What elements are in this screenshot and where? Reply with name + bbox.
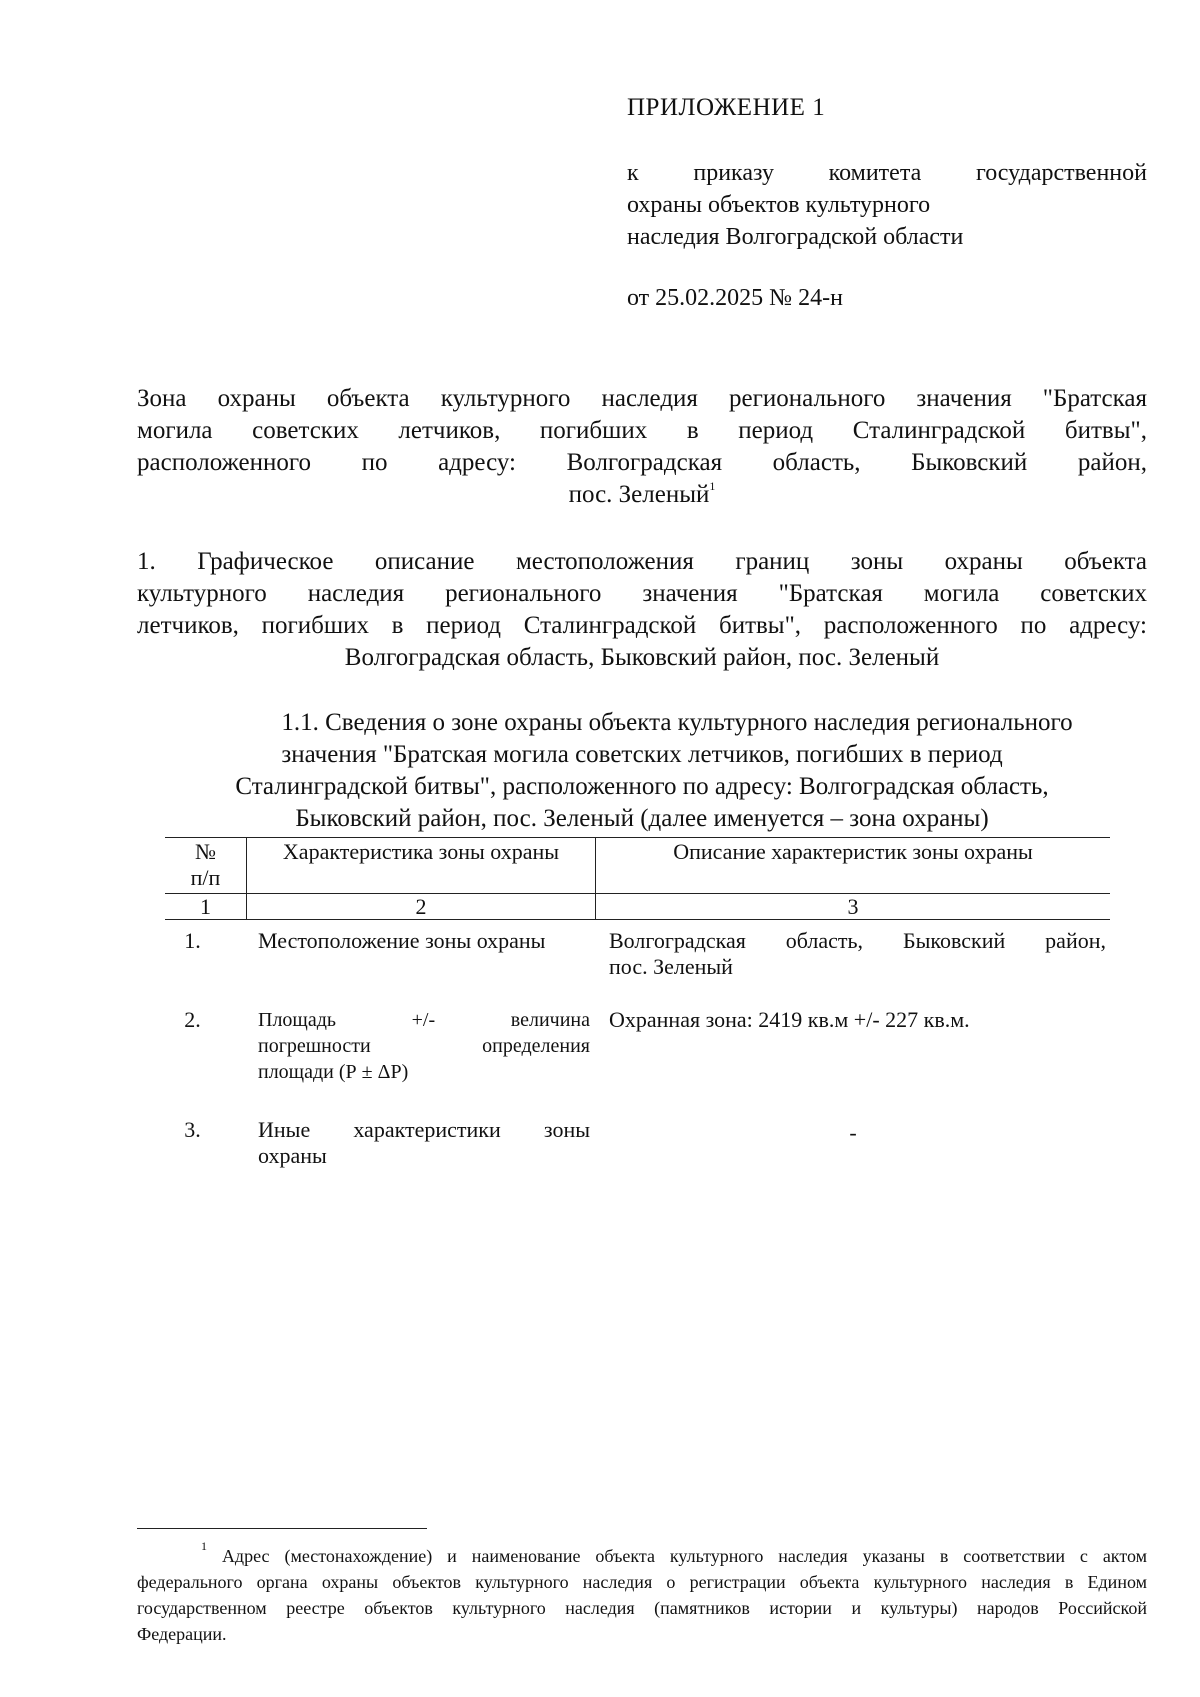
footnote-line: Федерации. bbox=[137, 1624, 227, 1644]
annex-basis-line: наследия Волгоградской области bbox=[627, 224, 964, 250]
section-1-line: 1. Графическое описание местоположения границ зоны охраны объекта bbox=[137, 548, 1147, 575]
table-row-characteristic bbox=[258, 1007, 590, 1085]
table-row-number: 3. bbox=[184, 1117, 201, 1142]
table-row-description bbox=[596, 1120, 1110, 1146]
subsection-line: значения "Братская могила советских летчиков, погибших в период bbox=[281, 741, 1003, 768]
cell-line: погрешности определения bbox=[258, 1035, 590, 1057]
cell-line: площади (Р ± ΔР) bbox=[258, 1061, 409, 1083]
column-number: 1 bbox=[200, 894, 211, 919]
annex-basis-line: к приказу комитета государственной bbox=[627, 160, 1147, 186]
table-row-number: 1. bbox=[184, 928, 201, 953]
cell-line: Площадь +/- величина bbox=[258, 1009, 590, 1031]
column-number: 2 bbox=[415, 894, 427, 919]
document-title-line: пос. Зеленый$^1$ bbox=[568, 479, 716, 508]
subsection-line: Быковский район, пос. Зеленый (далее именуется – зона охраны) bbox=[295, 805, 989, 832]
header-characteristic: Характеристика зоны охраны bbox=[282, 839, 560, 864]
footnote-rule bbox=[137, 1528, 427, 1529]
cell-line: Охранная зона: 2419 кв.м +/- 227 кв.м. bbox=[609, 1007, 970, 1032]
footnote-line: $^1$ Адрес (местонахождение) и наименование объекта культурного наследия указаны в соответствии с актом bbox=[201, 1539, 1147, 1566]
zone-info-table bbox=[165, 837, 1110, 1337]
table-row-characteristic bbox=[258, 1117, 590, 1169]
annex-basis bbox=[627, 157, 1147, 253]
subsection-line: 1.1. Сведения о зоне охраны объекта культурного наследия регионального bbox=[281, 709, 1073, 736]
footnote-reference[interactable]: 1 bbox=[709, 479, 716, 493]
table-row-number: 2. bbox=[184, 1007, 201, 1032]
cell-line: - bbox=[849, 1120, 857, 1145]
cell-line: пос. Зеленый bbox=[609, 954, 733, 979]
footnote-line: государственном реестре объектов культурного наследия (памятников истории и культуры) народов Российской bbox=[137, 1598, 1147, 1618]
section-1-heading bbox=[137, 546, 1147, 674]
annex-date: от 25.02.2025 № 24-н bbox=[627, 285, 843, 311]
cell-line: охраны bbox=[258, 1143, 327, 1168]
header-number-line: № bbox=[195, 839, 216, 864]
header-number bbox=[165, 839, 246, 891]
table-row-characteristic bbox=[258, 928, 590, 954]
table-row-description bbox=[609, 928, 1106, 980]
section-1-line: Волгоградская область, Быковский район, пос. Зеленый bbox=[344, 644, 940, 671]
cell-line: Иные характеристики зоны bbox=[258, 1117, 590, 1142]
table-row-description bbox=[609, 1007, 1106, 1033]
subsection-1-1-heading bbox=[137, 707, 1147, 835]
document-title-line: Зона охраны объекта культурного наследия регионального значения "Братская bbox=[137, 385, 1147, 412]
header-description: Описание характеристик зоны охраны bbox=[673, 839, 1033, 864]
footnote bbox=[137, 1539, 1147, 1647]
table-rule bbox=[165, 837, 1110, 838]
annex-title: ПРИЛОЖЕНИЕ 1 bbox=[627, 94, 826, 121]
footnote-marker: 1 bbox=[201, 1539, 207, 1553]
cell-line: Волгоградская область, Быковский район, bbox=[609, 928, 1106, 953]
document-title-line: расположенного по адресу: Волгоградская область, Быковский район, bbox=[137, 449, 1147, 476]
annex-basis-line: охраны объектов культурного bbox=[627, 192, 931, 218]
section-1-line: летчиков, погибших в период Сталинградской битвы", расположенного по адресу: bbox=[137, 612, 1147, 639]
document-title bbox=[137, 383, 1147, 511]
cell-line: Местоположение зоны охраны bbox=[258, 928, 546, 953]
section-1-line: культурного наследия регионального значения "Братская могила советских bbox=[137, 580, 1147, 607]
document-title-line: могила советских летчиков, погибших в период Сталинградской битвы", bbox=[137, 417, 1147, 444]
subsection-line: Сталинградской битвы", расположенного по адресу: Волгоградская область, bbox=[235, 773, 1049, 800]
header-number-line: п/п bbox=[190, 865, 221, 890]
footnote-line: федерального органа охраны объектов культурного наследия о регистрации объекта культурного наследия в Едином bbox=[137, 1572, 1147, 1592]
column-number: 3 bbox=[847, 894, 859, 919]
